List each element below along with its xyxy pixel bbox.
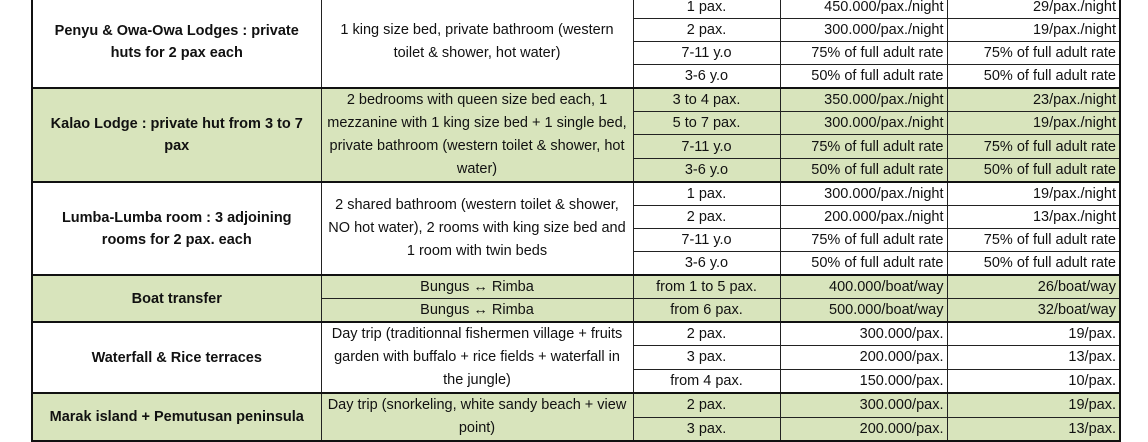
rate-idr-cell: 75% of full adult rate (780, 229, 947, 252)
table-row (32, 182, 1120, 206)
rate-usd-cell: 75% of full adult rate (947, 42, 1120, 65)
rate-idr-cell: 50% of full adult rate (780, 158, 947, 182)
route-cell: Bungus ↔ Rimba (321, 299, 633, 323)
rate-idr-cell: 200.000/pax./night (780, 206, 947, 229)
rate-idr-cell: 75% of full adult rate (780, 42, 947, 65)
table-row (32, 0, 1120, 19)
rate-idr-cell: 300.000/pax. (780, 322, 947, 346)
pax-cell: 1 pax. (633, 182, 780, 206)
table-row (32, 275, 1120, 299)
pax-cell: 3-6 y.o (633, 65, 780, 89)
rate-usd-cell: 19/pax./night (947, 19, 1120, 42)
pax-cell: 5 to 7 pax. (633, 112, 780, 135)
pax-cell: 3-6 y.o (633, 252, 780, 276)
rate-usd-cell: 50% of full adult rate (947, 252, 1120, 276)
pax-cell: 7-11 y.o (633, 229, 780, 252)
rate-usd-cell: 19/pax. (947, 393, 1120, 417)
accommodation-description: 2 bedrooms with queen size bed each, 1 mezzanine with 1 king size bed + 1 single bed, private bathroom (western toilet & shower, hot water) (321, 88, 633, 182)
pax-cell: from 6 pax. (633, 299, 780, 323)
rate-usd-cell: 29/pax./night (947, 0, 1120, 19)
service-name: Waterfall & Rice terraces (32, 322, 321, 393)
service-description: Day trip (traditionnal fishermen village + fruits garden with buffalo + rice fields + waterfall in the jungle) (321, 322, 633, 393)
rate-usd-cell: 10/pax. (947, 369, 1120, 393)
accommodation-name: Kalao Lodge : private hut from 3 to 7 pax (32, 88, 321, 182)
rate-idr-cell: 50% of full adult rate (780, 252, 947, 276)
service-name: Boat transfer (32, 275, 321, 322)
accommodation-name: Lumba-Lumba room : 3 adjoining rooms for 2 pax. each (32, 182, 321, 275)
rate-idr-cell: 450.000/pax./night (780, 0, 947, 19)
rate-usd-cell: 23/pax./night (947, 88, 1120, 112)
rate-idr-cell: 200.000/pax. (780, 417, 947, 441)
group-waterfall-rice-terraces (32, 322, 1120, 393)
rate-idr-cell: 300.000/pax./night (780, 182, 947, 206)
accommodation-name: Penyu & Owa-Owa Lodges : private huts for 2 pax each (32, 0, 321, 88)
pax-cell: 2 pax. (633, 206, 780, 229)
route-cell: Bungus ↔ Rimba (321, 275, 633, 299)
rate-idr-cell: 300.000/pax./night (780, 19, 947, 42)
pax-cell: 2 pax. (633, 322, 780, 346)
rate-idr-cell: 350.000/pax./night (780, 88, 947, 112)
accommodation-description: 1 king size bed, private bathroom (western toilet & shower, hot water) (321, 0, 633, 88)
rate-usd-cell: 19/pax./night (947, 112, 1120, 135)
group-kalao-lodge (32, 88, 1120, 182)
pax-cell: 3 pax. (633, 417, 780, 441)
rate-usd-cell: 32/boat/way (947, 299, 1120, 323)
rate-idr-cell: 300.000/pax./night (780, 112, 947, 135)
table-row (32, 322, 1120, 346)
group-marak-island (32, 393, 1120, 441)
rate-usd-cell: 13/pax. (947, 417, 1120, 441)
rate-usd-cell: 13/pax. (947, 346, 1120, 369)
table-row (32, 88, 1120, 112)
group-penyu-owa-owa (32, 0, 1120, 88)
rate-idr-cell: 500.000/boat/way (780, 299, 947, 323)
pax-cell: 7-11 y.o (633, 135, 780, 158)
rate-idr-cell: 50% of full adult rate (780, 65, 947, 89)
pax-cell: 2 pax. (633, 19, 780, 42)
rate-usd-cell: 19/pax./night (947, 182, 1120, 206)
table-row (32, 393, 1120, 417)
rate-usd-cell: 50% of full adult rate (947, 65, 1120, 89)
rate-usd-cell: 50% of full adult rate (947, 158, 1120, 182)
group-boat-transfer (32, 275, 1120, 322)
rate-idr-cell: 400.000/boat/way (780, 275, 947, 299)
rate-usd-cell: 26/boat/way (947, 275, 1120, 299)
pax-cell: 1 pax. (633, 0, 780, 19)
rate-idr-cell: 150.000/pax. (780, 369, 947, 393)
rate-usd-cell: 75% of full adult rate (947, 135, 1120, 158)
accommodation-description: 2 shared bathroom (western toilet & shower, NO hot water), 2 rooms with king size bed and 1 room with twin beds (321, 182, 633, 275)
pax-cell: 3-6 y.o (633, 158, 780, 182)
rate-usd-cell: 13/pax./night (947, 206, 1120, 229)
pax-cell: 3 pax. (633, 346, 780, 369)
group-lumba-lumba (32, 182, 1120, 275)
pax-cell: 3 to 4 pax. (633, 88, 780, 112)
pax-cell: 7-11 y.o (633, 42, 780, 65)
service-name: Marak island + Pemutusan peninsula (32, 393, 321, 441)
rate-idr-cell: 200.000/pax. (780, 346, 947, 369)
rate-usd-cell: 75% of full adult rate (947, 229, 1120, 252)
pax-cell: from 4 pax. (633, 369, 780, 393)
pax-cell: 2 pax. (633, 393, 780, 417)
rate-idr-cell: 75% of full adult rate (780, 135, 947, 158)
rates-table (31, 0, 1121, 442)
service-description: Day trip (snorkeling, white sandy beach + view point) (321, 393, 633, 441)
rate-idr-cell: 300.000/pax. (780, 393, 947, 417)
rate-usd-cell: 19/pax. (947, 322, 1120, 346)
pax-cell: from 1 to 5 pax. (633, 275, 780, 299)
